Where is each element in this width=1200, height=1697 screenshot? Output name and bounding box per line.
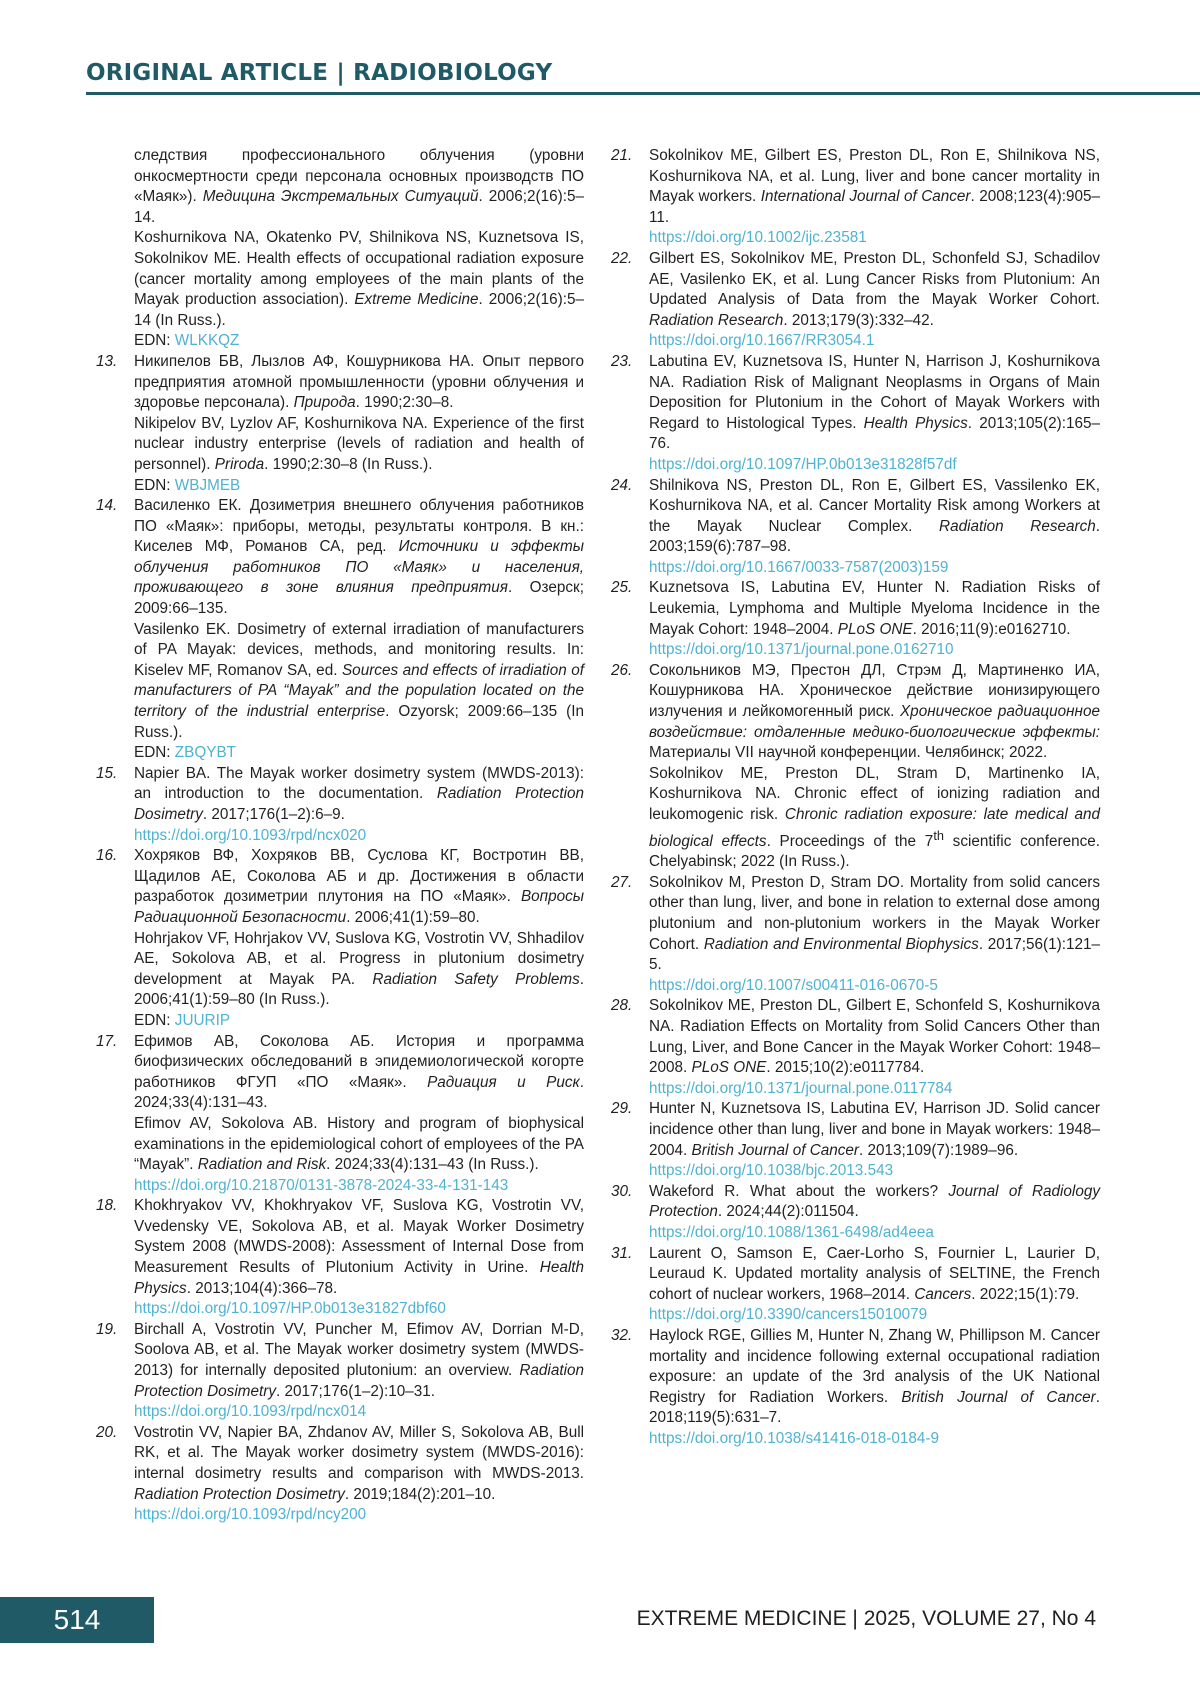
section-title: ORIGINAL ARTICLE | RADIOBIOLOGY (86, 60, 553, 86)
reference-30 (611, 1182, 1100, 1244)
reference-number: 26. (611, 661, 633, 679)
reference-17 (96, 1032, 584, 1197)
reference-text: Haylock RGE, Gillies M, Hunter N, Zhang W, Phillipson M. Cancer mortality and incidence following external occupational radiation exposure: an update of the 3rd analysis of the UK National Registry for Radiation Workers. British Journal of Cancer. 2018;119(5):631–7. (649, 1326, 1100, 1427)
reference-text: Sokolnikov ME, Preston DL, Gilbert E, Schonfeld S, Koshurnikova NA. Radiation Effects on Mortality from Solid Cancers Other than Lung, Liver, and Bone Cancer in the Mayak Worker Cohort: 1948–2008. PLoS ONE. 2015;10(2):e0117784. (649, 997, 1100, 1077)
reference-14 (96, 496, 584, 764)
reference-ru: Ефимов АВ, Соколова АБ. История и программа биофизических обследований в эпидемиологической когорте работников ФГУП «ПО «Маяк». Радиация и Риск. 2024;33(4):131–43. (134, 1032, 584, 1112)
reference-number: 24. (611, 476, 633, 494)
doi-link[interactable]: https://doi.org/10.3390/cancers15010079 (649, 1306, 928, 1324)
reference-en: Koshurnikova NA, Okatenko PV, Shilnikova NS, Kuznetsova IS, Sokolnikov ME. Health effects of occupational radiation exposure (cancer mortality among employees of the main plants of the Mayak production association). Extreme Medicine. 2006;2(16):5–14 (In Russ.). (134, 229, 584, 329)
reference-doi (649, 976, 1100, 997)
reference-doi (649, 558, 1100, 579)
reference-doi (134, 1299, 584, 1320)
doi-link[interactable]: https://doi.org/10.1667/RR3054.1 (649, 332, 875, 350)
reference-text: Labutina EV, Kuznetsova IS, Hunter N, Harrison J, Koshurnikova NA. Radiation Risk of Malignant Neoplasms in Organs of Main Deposition for Plutonium in the Cohort of Mayak Workers with Regard to Histological Types. Health Physics. 2013;105(2):165–76. (649, 352, 1100, 453)
reference-doi (134, 1402, 584, 1423)
reference-ru: Василенко ЕК. Дозиметрия внешнего облучения работников ПО «Маяк»: приборы, методы, результаты контроля. В кн.: Киселев МФ, Романов СА, ред. Источники и эффекты облучения работников ПО «Маяк» и населения, проживающего в зоне влияния предприятия. Озерск; 2009:66–135. (134, 497, 584, 618)
doi-link[interactable]: https://doi.org/10.1097/HP.0b013e31827dbf60 (134, 1300, 446, 1318)
reference-doi (649, 640, 1100, 661)
section-header (86, 60, 1200, 95)
reference-edn: EDN: WBJMEB (134, 476, 584, 497)
reference-number: 13. (96, 352, 118, 370)
doi-link[interactable]: https://doi.org/10.1371/journal.pone.0162710 (649, 641, 954, 659)
reference-number: 22. (611, 249, 633, 267)
reference-doi (649, 1161, 1100, 1182)
edn-link[interactable]: JUURIP (174, 1011, 231, 1029)
reference-12-continued (96, 146, 584, 352)
reference-ru: Хохряков ВФ, Хохряков ВВ, Суслова КГ, Востротин ВВ, Щадилов АЕ, Соколова АБ и др. Достижения в области разработок дозиметрии плутония на ПО «Маяк». Вопросы Радиационной Безопасности. 2006;41(1):59–80. (134, 847, 584, 926)
reference-23 (611, 352, 1100, 476)
reference-16 (96, 846, 584, 1031)
reference-text: Khokhryakov VV, Khokhryakov VF, Suslova KG, Vostrotin VV, Vvedensky VE, Sokolova AB, et al. Mayak Worker Dosimetry System 2008 (MWDS-2008): Assessment of Internal Dose from Measurement Results of Plutonium Activity in Urine. Health Physics. 2013;104(4):366–78. (134, 1197, 584, 1297)
reference-doi (649, 1429, 1100, 1450)
reference-en: Sokolnikov ME, Preston DL, Stram D, Martinenko IA, Koshurnikova NA. Chronic effect of ionizing radiation and leukomogenic risk. Chronic radiation exposure: late medical and biological effects. Proceedings of the 7th scientific conference. Chelyabinsk; 2022 (In Russ.). (649, 764, 1100, 871)
reference-number: 19. (96, 1320, 118, 1338)
reference-15 (96, 764, 584, 846)
reference-number: 20. (96, 1423, 118, 1441)
reference-number: 14. (96, 497, 118, 515)
reference-doi (649, 228, 1100, 249)
reference-text: Wakeford R. What about the workers? Journal of Radiology Protection. 2024;44(2):011504. (649, 1182, 1100, 1221)
reference-text: Laurent O, Samson E, Caer-Lorho S, Fournier L, Laurier D, Leuraud K. Updated mortality analysis of SELTINE, the French cohort of nuclear workers, 1968–2014. Cancers. 2022;15(1):79. (649, 1244, 1100, 1303)
reference-edn: EDN: WLKKQZ (134, 331, 584, 352)
reference-number: 18. (96, 1197, 118, 1215)
doi-link[interactable]: https://doi.org/10.1038/s41416-018-0184-9 (649, 1429, 940, 1447)
doi-link[interactable]: https://doi.org/10.1007/s00411-016-0670-5 (649, 976, 938, 994)
page-number: 514 (0, 1597, 154, 1643)
reference-text: Sokolnikov M, Preston D, Stram DO. Mortality from solid cancers other than lung, liver, and bone in relation to external dose among plutonium and non-plutonium workers in the Mayak Worker Cohort. Radiation and Environmental Biophysics. 2017;56(1):121–5. (649, 873, 1100, 974)
reference-number: 27. (611, 873, 633, 891)
reference-doi (649, 455, 1100, 476)
reference-ru: Никипелов БВ, Лызлов АФ, Кошурникова НА. Опыт первого предприятия атомной промышленности (уровни облучения и здоровье персонала). Природа. 1990;2:30–8. (134, 352, 584, 412)
reference-number: 16. (96, 847, 118, 865)
reference-en: Nikipelov BV, Lyzlov AF, Koshurnikova NA. Experience of the first nuclear industry enterprise (levels of radiation and health of personnel). Priroda. 1990;2:30–8 (In Russ.). (134, 414, 584, 473)
reference-number: 29. (611, 1100, 633, 1118)
reference-number: 17. (96, 1032, 118, 1050)
reference-text: Kuznetsova IS, Labutina EV, Hunter N. Radiation Risks of Leukemia, Lymphoma and Multiple Myeloma Incidence in the Mayak Cohort: 1948–2004. PLoS ONE. 2016;11(9):e0162710. (649, 579, 1100, 638)
doi-link[interactable]: https://doi.org/10.1667/0033-7587(2003)159 (649, 558, 949, 576)
edn-link[interactable]: ZBQYBT (174, 744, 236, 762)
reference-text: Napier BA. The Mayak worker dosimetry system (MWDS-2013): an introduction to the documentation. Radiation Protection Dosimetry. 2017;176(1–2):6–9. (134, 764, 584, 823)
reference-doi (649, 1223, 1100, 1244)
edn-link[interactable]: WBJMEB (174, 476, 241, 494)
doi-link[interactable]: https://doi.org/10.1371/journal.pone.0117784 (649, 1079, 953, 1097)
reference-31 (611, 1244, 1100, 1326)
edn-link[interactable]: WLKKQZ (174, 332, 240, 350)
reference-number: 15. (96, 764, 118, 782)
doi-link[interactable]: https://doi.org/10.1093/rpd/ncx020 (134, 826, 367, 844)
doi-link[interactable]: https://doi.org/10.1093/rpd/ncy200 (134, 1506, 367, 1524)
reference-doi (134, 1176, 584, 1197)
reference-number: 30. (611, 1182, 633, 1200)
reference-28 (611, 996, 1100, 1099)
reference-24 (611, 476, 1100, 579)
reference-en: Vasilenko EK. Dosimetry of external irradiation of manufacturers of PA Mayak: devices, methods, and monitoring results. In: Kiselev MF, Romanov SA, ed. Sources and effects of irradiation of manufacturers of PA “Mayak” and the population located on the territory of the industrial enterprise. Ozyorsk; 2009:66–135 (In Russ.). (134, 620, 585, 741)
reference-number: 21. (611, 147, 633, 164)
reference-ru: Сокольников МЭ, Престон ДЛ, Стрэм Д, Мартиненко ИА, Кошурникова НА. Хроническое действие ионизирующего излучения и лейкомогенный риск. Хроническое радиационное воздействие: отдаленные медико-биологические эффекты: Материалы VII научной конференции. Челябинск; 2022. (649, 661, 1100, 762)
reference-number: 32. (611, 1326, 633, 1344)
reference-19 (96, 1320, 584, 1423)
reference-20 (96, 1423, 584, 1526)
doi-link[interactable]: https://doi.org/10.21870/0131-3878-2024-33-4-131-143 (134, 1176, 509, 1194)
references-right-column (611, 146, 1100, 1450)
reference-13 (96, 352, 584, 496)
reference-27 (611, 873, 1100, 997)
reference-text: Sokolnikov ME, Gilbert ES, Preston DL, Ron E, Shilnikova NS, Koshurnikova NA, et al. Lung, liver and bone cancer mortality in Mayak workers. International Journal of Cancer. 2008;123(4):905–11. (649, 147, 1101, 226)
reference-doi (649, 1305, 1100, 1326)
reference-en: Efimov AV, Sokolova AB. History and program of biophysical examinations in the epidemiological cohort of employees of the PA “Mayak”. Radiation and Risk. 2024;33(4):131–43 (In Russ.). (134, 1114, 584, 1174)
reference-number: 28. (611, 997, 633, 1015)
journal-footer: EXTREME MEDICINE | 2025, VOLUME 27, No 4 (636, 1607, 1096, 1630)
doi-link[interactable]: https://doi.org/10.1088/1361-6498/ad4eea (649, 1223, 934, 1241)
reference-text: Birchall A, Vostrotin VV, Puncher M, Efimov AV, Dorrian M-D, Soolova AB, et al. The Mayak worker dosimetry system (MWDS-2013) for internally deposited plutonium: an overview. Radiation Protection Dosimetry. 2017;176(1–2):10–31. (134, 1320, 584, 1400)
references-left-column (96, 146, 584, 1526)
reference-doi (649, 1079, 1100, 1100)
reference-text: Hunter N, Kuznetsova IS, Labutina EV, Harrison JD. Solid cancer incidence other than lung, liver and bone in Mayak workers: 1948–2004. British Journal of Cancer. 2013;109(7):1989–96. (649, 1100, 1100, 1159)
reference-edn: EDN: JUURIP (134, 1011, 584, 1032)
reference-number: 23. (611, 352, 633, 370)
reference-number: 31. (611, 1244, 633, 1262)
reference-doi (134, 1505, 584, 1526)
reference-26 (611, 661, 1100, 873)
reference-en: Hohrjakov VF, Hohrjakov VV, Suslova KG, Vostrotin VV, Shhadilov AE, Sokolova AB, et al. Progress in plutonium dosimetry development at Mayak PA. Radiation Safety Problems. 2006;41(1):59–80 (In Russ.). (134, 929, 584, 1009)
reference-number: 25. (611, 579, 633, 597)
reference-doi (649, 331, 1100, 352)
reference-text: Shilnikova NS, Preston DL, Ron E, Gilbert ES, Vassilenko EK, Koshurnikova NA, et al. Cancer Mortality Risk among Workers at the Mayak Nuclear Complex. Radiation Research. 2003;159(6):787–98. (649, 476, 1100, 556)
reference-29 (611, 1099, 1100, 1181)
doi-link[interactable]: https://doi.org/10.1002/ijc.23581 (649, 229, 867, 247)
reference-18 (96, 1196, 584, 1320)
doi-link[interactable]: https://doi.org/10.1097/HP.0b013e31828f57df (649, 455, 957, 473)
reference-21 (611, 146, 1100, 249)
reference-ru: следствия профессионального облучения (уровни онкосмертности среди персонала основных производств ПО «Маяк»). Медицина Экстремальных Ситуаций. 2006;2(16):5–14. (134, 147, 584, 226)
doi-link[interactable]: https://doi.org/10.1093/rpd/ncx014 (134, 1403, 367, 1421)
reference-text: Gilbert ES, Sokolnikov ME, Preston DL, Schonfeld SJ, Schadilov AE, Vasilenko EK, et al. Lung Cancer Risks from Plutonium: An Updated Analysis of Data from the Mayak Worker Cohort. Radiation Research. 2013;179(3):332–42. (649, 249, 1100, 329)
reference-doi (134, 826, 584, 847)
reference-22 (611, 249, 1100, 352)
reference-edn: EDN: ZBQYBT (134, 743, 584, 764)
reference-25 (611, 578, 1100, 660)
reference-text: Vostrotin VV, Napier BA, Zhdanov AV, Miller S, Sokolova AB, Bull RK, et al. The Mayak worker dosimetry system (MWDS-2016): internal dosimetry results and comparison with MWDS-2013. Radiation Protection Dosimetry. 2019;184(2):201–10. (134, 1423, 584, 1503)
reference-32 (611, 1326, 1100, 1450)
doi-link[interactable]: https://doi.org/10.1038/bjc.2013.543 (649, 1162, 894, 1180)
